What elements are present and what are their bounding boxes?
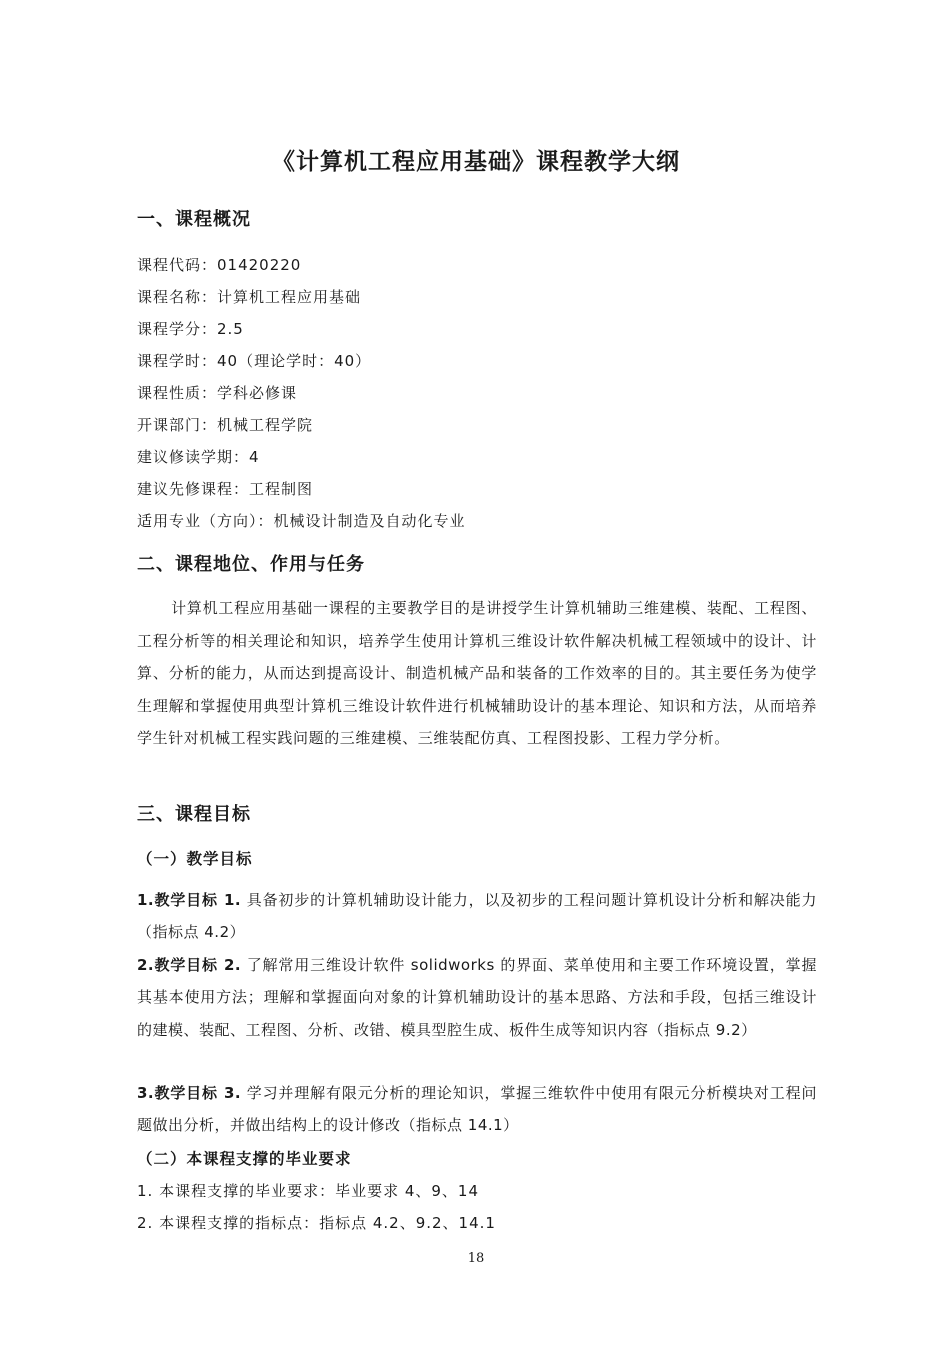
course-name: 课程名称：计算机工程应用基础 [137,288,362,306]
section-role-text: 计算机工程应用基础一课程的主要教学目的是讲授学生计算机辅助三维建模、装配、工程图、工程分析等的相关理论和知识，培养学生使用计算机三维设计软件解决机械工程领域中的设计、计算、分析的能力，从而达到提高设计、制造机械产品和装备的工作效率的目的。其主要任务为使学生理解和掌握使用典型计算机三维设计软件进行机械辅助设计的基本理论、知识和方法，从而培养学生针对机械工程实践问题的三维建模、三维装配仿真、工程图投影、工程力学分析。 [137,599,817,747]
requirement-item: 1. 本课程支撑的毕业要求：毕业要求 4、9、14 [137,1182,480,1200]
course-department: 开课部门：机械工程学院 [137,416,314,434]
course-semester: 建议修读学期：4 [137,448,260,466]
course-nature: 课程性质：学科必修课 [137,384,298,402]
goal-label: 2.教学目标 2. [137,956,242,974]
course-code: 课程代码：01420220 [137,256,302,274]
goal-text: 学习并理解有限元分析的理论知识，掌握三维软件中使用有限元分析模块对工程问题做出分析，并做出结构上的设计修改（指标点 14.1） [137,1084,817,1135]
page-number: 18 [467,1251,485,1266]
goal-label: 3.教学目标 3. [137,1084,242,1102]
course-hours: 课程学时：40（理论学时：40） [137,352,372,370]
goal-text: 了解常用三维设计软件 solidworks 的界面、菜单使用和主要工作环境设置，掌握其基本使用方法；理解和掌握面向对象的计算机辅助设计的基本思路、方法和手段，包括三维设计的建模、装配、工程图、分析、改错、模具型腔生成、板件生成等知识内容（指标点 9.2） [137,956,817,1039]
requirement-item: 2. 本课程支撑的指标点：指标点 4.2、9.2、14.1 [137,1214,496,1232]
section-heading-objectives: 三、课程目标 [137,804,251,825]
subheading-graduation-requirements: （二）本课程支撑的毕业要求 [137,1150,352,1168]
course-prerequisite: 建议先修课程：工程制图 [137,480,314,498]
section-heading-role: 二、课程地位、作用与任务 [137,554,365,575]
course-credits: 课程学分：2.5 [137,320,244,338]
section-role-paragraph [137,592,817,755]
goal-item [137,884,817,949]
goal-item [137,949,817,1046]
goal-label: 1.教学目标 1. [137,891,242,909]
goal-text: 具备初步的计算机辅助设计能力，以及初步的工程问题计算机设计分析和解决能力（指标点 4.2） [137,891,817,942]
goal-item [137,1077,817,1142]
course-major: 适用专业（方向）：机械设计制造及自动化专业 [137,512,466,530]
subheading-teaching-objectives: （一）教学目标 [137,850,253,868]
document-title: 《计算机工程应用基础》课程教学大纲 [272,149,680,175]
section-heading-overview: 一、课程概况 [137,209,251,230]
